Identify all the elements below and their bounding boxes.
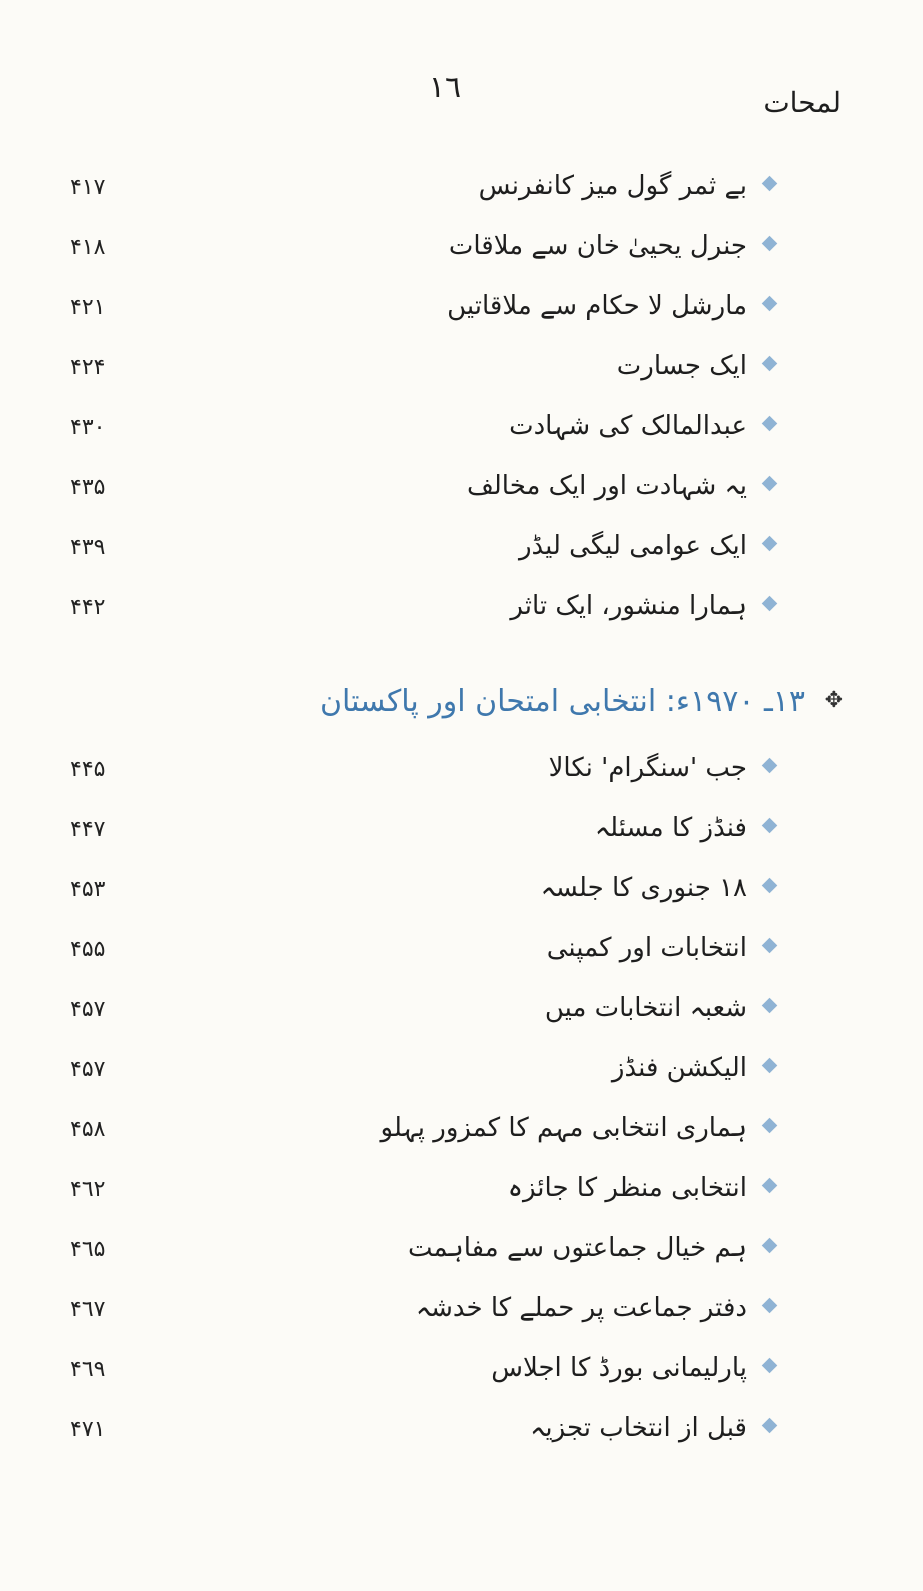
toc-entry [60, 1348, 783, 1392]
diamond-bullet-icon [762, 1118, 778, 1134]
toc-entry [60, 286, 783, 330]
diamond-bullet-icon [762, 1238, 778, 1254]
toc-entry [60, 226, 783, 270]
toc-entry-page: ۴۴۷ [70, 817, 106, 842]
toc-entry-page: ۴٦۷ [70, 1297, 106, 1322]
toc-entry-page: ۴۵۷ [70, 997, 106, 1022]
diamond-bullet-icon [762, 476, 778, 492]
diamond-bullet-icon [762, 1358, 778, 1374]
toc-entry [60, 988, 783, 1032]
toc-entry [60, 1168, 783, 1212]
toc-entry-title: قبل از انتخاب تجزیہ [530, 1413, 747, 1443]
diamond-bullet-icon [762, 1058, 778, 1074]
toc-entry-title: ایک جسارت [616, 351, 747, 381]
flower-ornament-icon: ✥ [824, 688, 843, 713]
diamond-bullet-icon [762, 1178, 778, 1194]
toc-entry-title: شعبہ انتخابات میں [544, 993, 747, 1023]
toc-entry-page: ۴۷۱ [70, 1417, 106, 1442]
toc-entry-title: دفتر جماعت پر حملے کا خدشہ [415, 1293, 747, 1323]
diamond-bullet-icon [762, 938, 778, 954]
diamond-bullet-icon [762, 818, 778, 834]
toc-entry-page: ۴۵۵ [70, 937, 106, 962]
toc-entry [60, 1048, 783, 1092]
diamond-bullet-icon [762, 296, 778, 312]
toc-entry-title: جب 'سنگرام' نکالا [548, 753, 747, 783]
toc-entry-title: ہم خیال جماعتوں سے مفاہمت [407, 1233, 747, 1263]
toc-entry [60, 748, 783, 792]
toc-entry [60, 1408, 783, 1452]
diamond-bullet-icon [762, 1298, 778, 1314]
toc-entry-page: ۴۱۷ [70, 175, 106, 200]
toc-entry-page: ۴۴۵ [70, 757, 106, 782]
diamond-bullet-icon [762, 596, 778, 612]
chapter-title: ۱۳ـ ۱۹۷۰ء: انتخابی امتحان اور پاکستان [319, 684, 805, 719]
toc-entry [60, 586, 783, 630]
toc-entry [60, 526, 783, 570]
toc-entry-page: ۴۳۰ [70, 415, 106, 440]
toc-entry-title: جنرل یحییٰ خان سے ملاقات [448, 231, 747, 261]
toc-entry-title: مارشل لا حکام سے ملاقاتیں [447, 291, 747, 321]
toc-entry [60, 1288, 783, 1332]
toc-entry [60, 166, 783, 210]
toc-entry-title: بے ثمر گول میز کانفرنس [478, 171, 747, 201]
toc-entry-title: الیکشن فنڈز [611, 1053, 747, 1083]
diamond-bullet-icon [762, 416, 778, 432]
toc-entry-title: ہمارا منشور، ایک تاثر [510, 591, 747, 621]
toc-entry-page: ۴۳۵ [70, 475, 106, 500]
toc-entry-title: انتخابات اور کمپنی [546, 933, 747, 963]
toc-entry [60, 406, 783, 450]
diamond-bullet-icon [762, 758, 778, 774]
diamond-bullet-icon [762, 998, 778, 1014]
toc-entry-title: پارلیمانی بورڈ کا اجلاس [491, 1353, 747, 1383]
toc-entry-title: عبدالمالک کی شہادت [509, 411, 747, 441]
toc-entry-page: ۴۴۲ [70, 595, 106, 620]
toc-entry-page: ۴۵۸ [70, 1117, 106, 1142]
toc-entry-page: ۴٦۲ [70, 1177, 106, 1202]
toc-entry [60, 868, 783, 912]
toc-entry-title: انتخابی منظر کا جائزہ [507, 1173, 747, 1203]
toc-entry-page: ۴۱۸ [70, 235, 106, 260]
toc-entry-page: ۴٦۹ [70, 1357, 106, 1382]
toc-entry-title: ایک عوامی لیگی لیڈر [518, 531, 747, 561]
toc-entry-title: ۱۸ جنوری کا جلسہ [540, 873, 747, 903]
toc-entry [60, 1108, 783, 1152]
toc-entry [60, 808, 783, 852]
diamond-bullet-icon [762, 1418, 778, 1434]
toc-entry-page: ۴۵۷ [70, 1057, 106, 1082]
toc-entry-page: ۴۳۹ [70, 535, 106, 560]
diamond-bullet-icon [762, 356, 778, 372]
page-number: ۱٦ [428, 70, 462, 105]
toc-entry-title: یہ شہادت اور ایک مخالف [466, 471, 747, 501]
toc-entry [60, 928, 783, 972]
toc-entry-title: ہماری انتخابی مہم کا کمزور پہلو [380, 1113, 747, 1143]
diamond-bullet-icon [762, 536, 778, 552]
toc-entry [60, 466, 783, 510]
toc-entry-page: ۴٦۵ [70, 1237, 106, 1262]
toc-entry-page: ۴۲۱ [70, 295, 106, 320]
diamond-bullet-icon [762, 236, 778, 252]
toc-entry-page: ۴۵۳ [70, 877, 106, 902]
diamond-bullet-icon [762, 878, 778, 894]
toc-entry [60, 346, 783, 390]
toc-entry [60, 1228, 783, 1272]
toc-entry-title: فنڈز کا مسئلہ [594, 813, 747, 843]
toc-entry-page: ۴۲۴ [70, 355, 106, 380]
diamond-bullet-icon [762, 176, 778, 192]
book-title: لمحات [763, 86, 841, 119]
